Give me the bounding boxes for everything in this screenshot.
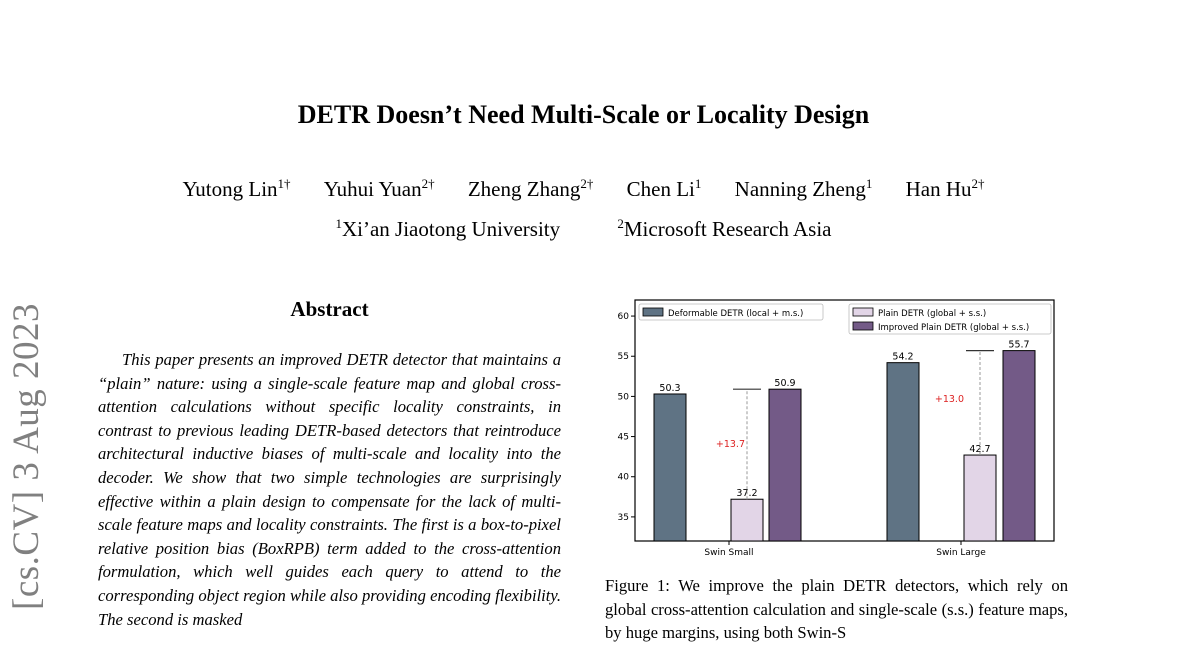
- bar-value-label: 50.9: [774, 378, 796, 390]
- gain-label: +13.7: [715, 439, 745, 451]
- author: Chen Li$^1$: [626, 176, 702, 201]
- y-tick-label: 35: [617, 512, 629, 523]
- bar-value-label: 54.2: [892, 351, 914, 363]
- bar: [887, 363, 919, 541]
- author: Nanning Zheng$^1$: [734, 176, 873, 201]
- legend-label: Deformable DETR (local + m.s.): [668, 309, 804, 319]
- y-tick-label: 45: [617, 432, 629, 443]
- bar-value-label: 50.3: [659, 382, 681, 394]
- affiliation: $^2$Microsoft Research Asia: [617, 216, 832, 241]
- legend-swatch: [643, 308, 663, 316]
- gain-label: +13.0: [934, 393, 964, 405]
- arxiv-stamp: [cs.CV] 3 Aug 2023: [6, 302, 47, 610]
- bar: [731, 499, 763, 541]
- affiliation-list: [0, 216, 1167, 242]
- author: Yuhui Yuan$^{2\dagger}$: [323, 176, 435, 201]
- x-tick-label: Swin Large: [936, 548, 986, 558]
- bar: [654, 394, 686, 541]
- y-tick-label: 55: [617, 352, 629, 363]
- bar: [1003, 351, 1035, 541]
- author: Han $Hu^{2\dagger}$: [905, 176, 985, 201]
- x-tick-label: Swin Small: [704, 548, 754, 558]
- y-tick-label: 60: [617, 312, 629, 323]
- bar: [769, 389, 801, 541]
- figure-caption: Figure 1: We improve the plain DETR detectors, which rely on global cross-attention calculation and single-scale (s.s.) feature maps, by huge margins, using both Swin-S: [605, 576, 1068, 643]
- bar-value-label: 42.7: [969, 444, 991, 456]
- legend-swatch: [853, 308, 873, 316]
- bar: [964, 455, 996, 541]
- abstract-heading: Abstract: [290, 297, 369, 321]
- author-list: [0, 176, 1167, 202]
- legend-swatch: [853, 322, 873, 330]
- author: Zheng Zhang$^{2\dagger}$: [467, 176, 594, 201]
- y-tick-label: 40: [617, 472, 629, 483]
- author: Yutong Lin$^{1\dagger}$: [182, 176, 291, 201]
- affiliation: $^1$Xi’an Jiaotong University: [335, 216, 561, 241]
- bar-value-label: 55.7: [1008, 339, 1030, 351]
- figure-1-bar-chart: [605, 296, 1063, 558]
- legend-label: Plain DETR (global + s.s.): [878, 309, 987, 319]
- abstract-text: This paper presents an improved DETR detector that maintains a “plain” nature: using a single-scale feature map and global cross-attention calculations without specific locality constraints, in contrast to previous leading DETR-based detectors that reintroduce architectural inductive biases of multi-scale and locality into the decoder. We show that two simple technologies are surprisingly effective within a plain design to compensate for the lack of multi-scale feature maps and locality constraints. The first is a box-to-pixel relative position bias (BoxRPB) term added to the cross-attention formulation, which well guides each query to attend to the corresponding object region while also providing encoding flexibility. The second is masked: [98, 350, 561, 629]
- bar-value-label: 37.2: [736, 488, 758, 500]
- legend-label: Improved Plain DETR (global + s.s.): [878, 323, 1030, 333]
- y-tick-label: 50: [617, 392, 629, 403]
- paper-title: DETR Doesn’t Need Multi-Scale or Locality Design: [297, 100, 870, 129]
